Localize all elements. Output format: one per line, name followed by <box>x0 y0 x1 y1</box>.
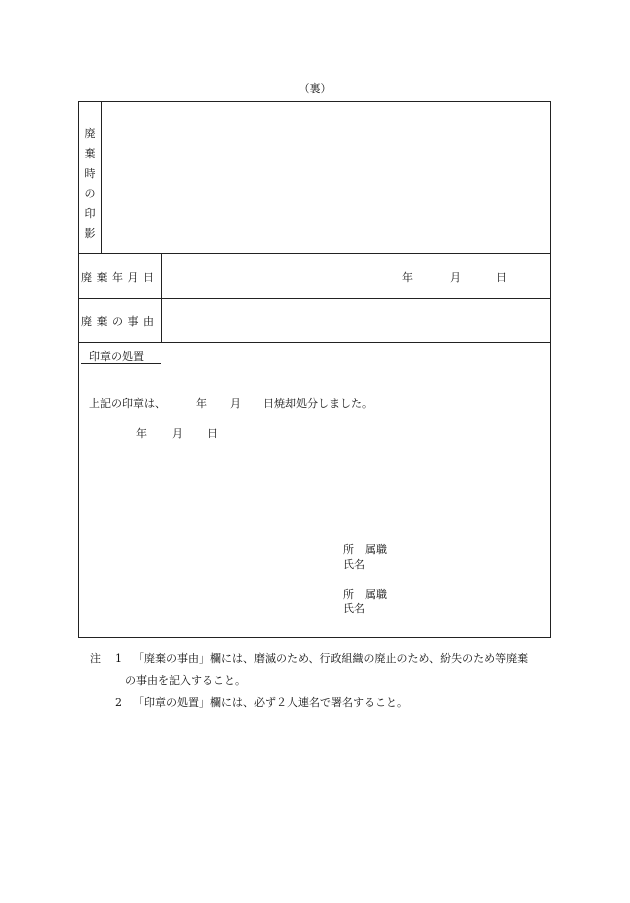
sign-day-unit: 日 <box>207 427 218 440</box>
discard-month-unit: 月 <box>450 271 461 284</box>
stamp-label-char: 印 <box>84 207 96 220</box>
note-continuation <box>90 670 560 692</box>
statement-prefix: 上記の印章は、 <box>89 397 166 410</box>
signer-2-dept-label: 所 属職 <box>343 588 387 601</box>
sign-month-unit: 月 <box>172 427 183 440</box>
discard-year-unit: 年 <box>402 271 413 284</box>
statement-suffix: 日焼却処分しました。 <box>263 397 373 410</box>
reason-label: 廃棄の事由 <box>81 315 159 328</box>
stamp-label-char: の <box>84 187 96 200</box>
sign-date <box>136 425 256 441</box>
stamp-label-char: 時 <box>84 167 96 180</box>
stamp-label-char: 影 <box>84 227 96 240</box>
disposal-form-table <box>78 101 551 638</box>
section-title-underline <box>81 363 161 364</box>
notes <box>90 648 560 714</box>
discard-date-label: 廃棄年月日 <box>81 271 159 284</box>
note-item <box>90 692 560 714</box>
note-text: 「廃棄の事由」欄には、磨滅のため、行政組織の廃止のため、紛失のため等廃棄 <box>133 652 529 665</box>
discard-date-field[interactable] <box>162 254 551 297</box>
disposal-section-title: 印章の処置 <box>89 350 144 363</box>
discard-day-unit: 日 <box>496 271 507 284</box>
note-number: 2 <box>115 696 122 709</box>
statement-month-unit: 月 <box>230 397 241 410</box>
signer-2-name-label: 氏名 <box>343 602 365 615</box>
stamp-impression-label <box>81 126 99 241</box>
notes-marker: 注 <box>90 652 101 665</box>
signer-1-dept-label: 所 属職 <box>343 543 387 556</box>
page-label: （裏） <box>298 82 332 95</box>
note-text: の事由を記入すること。 <box>125 674 246 687</box>
stamp-impression-area[interactable] <box>102 102 551 252</box>
sign-year-unit: 年 <box>136 427 147 440</box>
note-number: 1 <box>115 652 122 665</box>
stamp-label-char: 廃 <box>84 127 96 140</box>
reason-field[interactable] <box>162 299 551 342</box>
statement-year-unit: 年 <box>196 397 207 410</box>
note-text: 「印章の処置」欄には、必ず２人連名で署名すること。 <box>133 696 408 709</box>
row-divider <box>79 342 550 343</box>
signer-1-name-label: 氏名 <box>343 558 365 571</box>
note-item <box>90 648 560 670</box>
stamp-label-char: 棄 <box>84 147 96 160</box>
